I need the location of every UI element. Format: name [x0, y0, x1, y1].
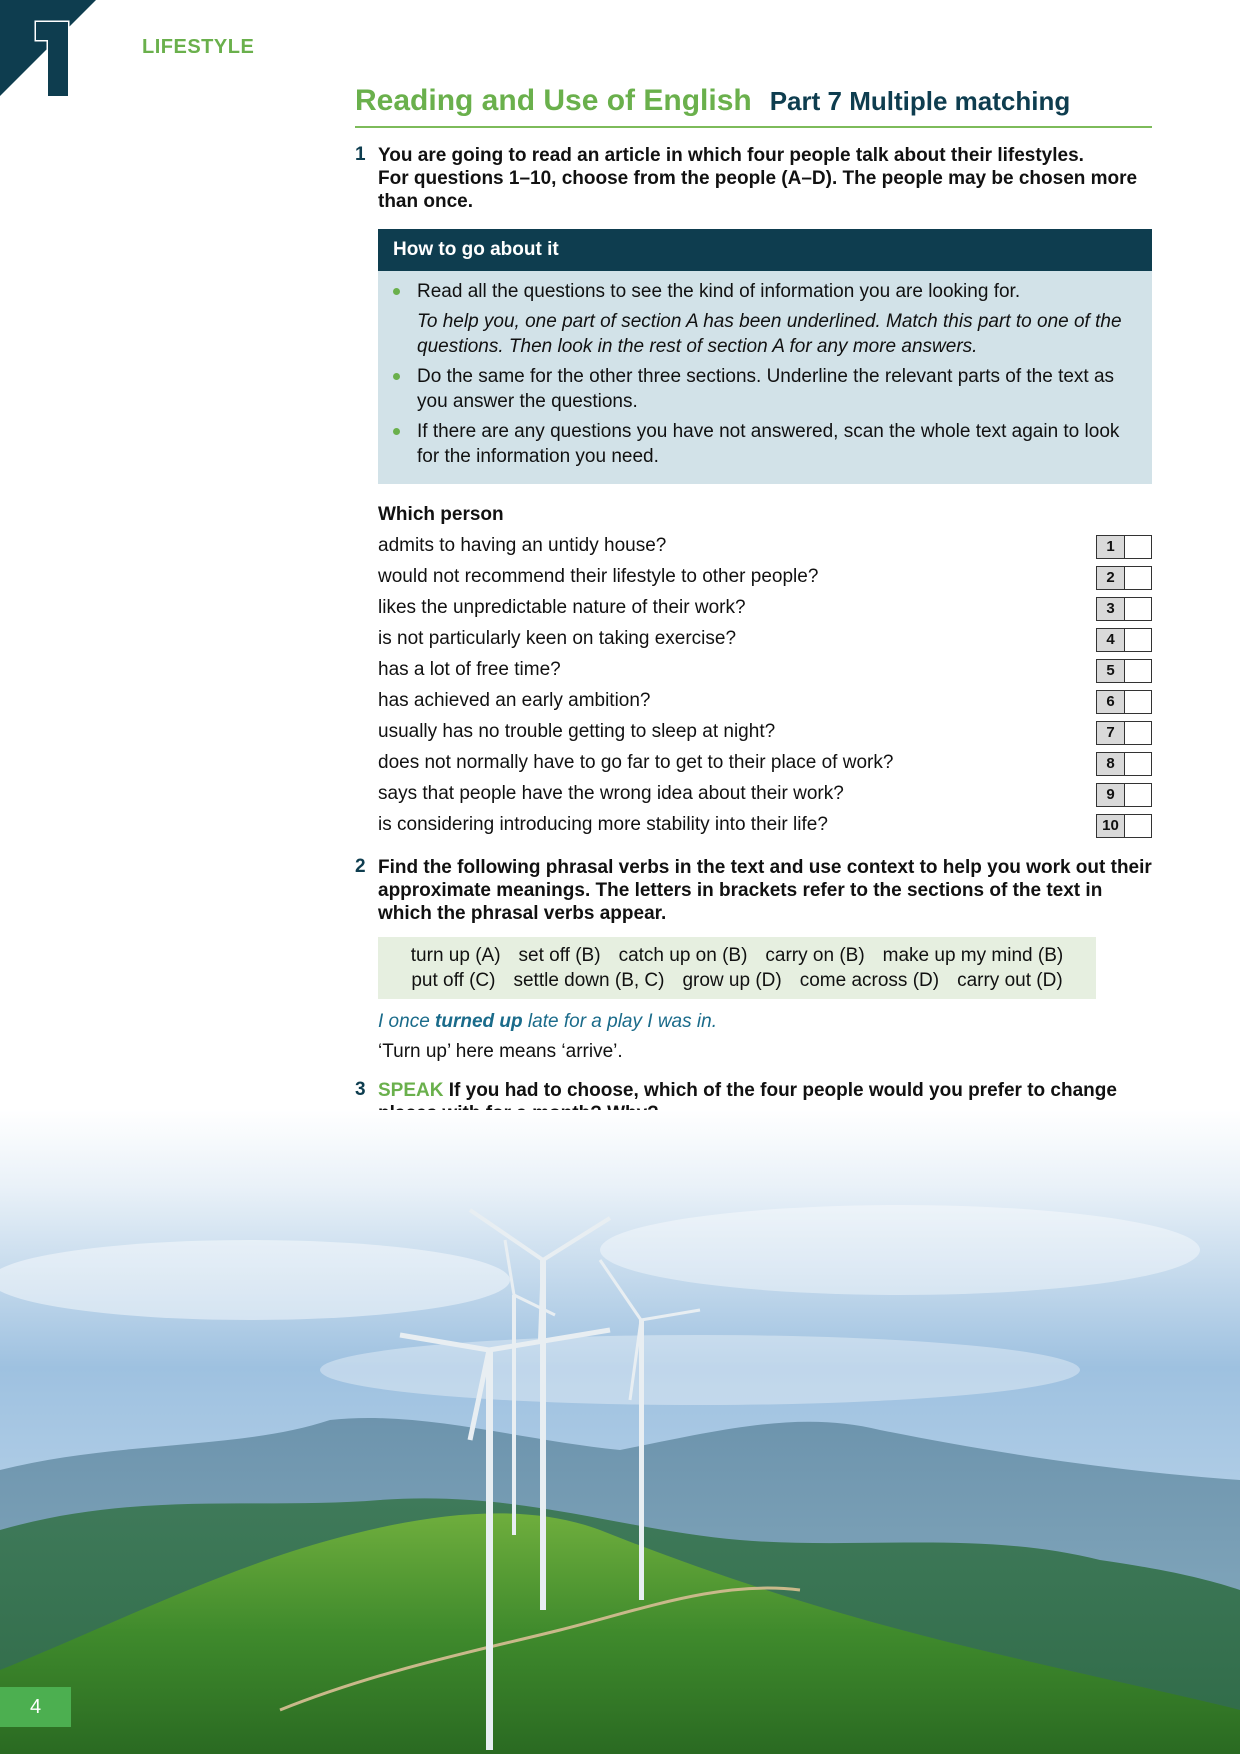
question-row: [378, 809, 1152, 840]
section-title: [355, 84, 1152, 128]
question-row: [378, 561, 1152, 592]
phrasal-verb: carry on (B): [765, 945, 865, 966]
question-text: admits to having an untidy house?: [378, 535, 667, 556]
question-row: [378, 685, 1152, 716]
answer-number: 5: [1097, 660, 1125, 682]
answer-blank[interactable]: [1125, 567, 1151, 589]
question-text: is not particularly keen on taking exercise?: [378, 628, 737, 649]
question-text: is considering introducing more stability into their life?: [378, 814, 828, 835]
phrasal-verb: catch up on (B): [618, 945, 748, 966]
task-2-text: Find the following phrasal verbs in the text and use context to help you work out their approximate meanings. The letters in brackets refer to the sections of the text in which the phrasal verbs appear.: [378, 857, 1152, 924]
how-to-note: To help you, one part of section A has been underlined. Match this part to one of the questions. Then look in the rest of section A for any more answers.: [417, 311, 1122, 357]
task-number: 1: [355, 144, 366, 165]
bullet-icon: [393, 288, 400, 295]
task-3-text: SPEAK If you had to choose, which of the four people would you prefer to change: [378, 1080, 1117, 1101]
question-row: [378, 530, 1152, 561]
answer-number: 1: [1097, 536, 1125, 558]
bullet-icon: [393, 428, 400, 435]
how-to-heading: How to go about it: [378, 229, 1152, 271]
how-to-item: [417, 364, 1132, 414]
phrasal-verb: carry out (D): [957, 970, 1063, 991]
answer-blank[interactable]: [1125, 660, 1151, 682]
question-list: [378, 530, 1152, 840]
main-content: [355, 84, 1152, 1125]
question-text: likes the unpredictable nature of their work?: [378, 597, 746, 618]
answer-box[interactable]: [1096, 814, 1152, 838]
questions-heading: Which person: [378, 504, 504, 525]
example-meaning: ‘Turn up’ here means ‘arrive’.: [378, 1041, 623, 1062]
how-to-item-text: If there are any questions you have not answered, scan the whole text again to look for the information you need.: [417, 421, 1120, 467]
task-1-line-1: You are going to read an article in which four people talk about their lifestyles.: [378, 145, 1084, 166]
answer-number: 7: [1097, 722, 1125, 744]
answer-box[interactable]: [1096, 752, 1152, 776]
phrasal-verb: put off (C): [411, 970, 496, 991]
question-row: [378, 623, 1152, 654]
answer-blank[interactable]: [1125, 691, 1151, 713]
task-number: 3: [355, 1079, 366, 1100]
phrasal-verb: grow up (D): [682, 970, 782, 991]
phrasal-verb: settle down (B, C): [513, 970, 665, 991]
question-text: would not recommend their lifestyle to other people?: [378, 566, 819, 587]
answer-blank[interactable]: [1125, 722, 1151, 744]
answer-blank[interactable]: [1125, 629, 1151, 651]
page-number: 4: [0, 1687, 71, 1727]
phrasal-verb: set off (B): [518, 945, 601, 966]
phrasal-verbs-row: [378, 943, 1096, 968]
answer-number: 6: [1097, 691, 1125, 713]
answer-box[interactable]: [1096, 597, 1152, 621]
task-1: [355, 144, 1152, 484]
answer-blank[interactable]: [1125, 784, 1151, 806]
question-row: [378, 747, 1152, 778]
question-text: usually has no trouble getting to sleep at night?: [378, 721, 776, 742]
example-sentence: I once turned up late for a play I was in.: [378, 1011, 717, 1032]
answer-number: 8: [1097, 753, 1125, 775]
unit-label: LIFESTYLE: [142, 36, 255, 58]
task-2: [355, 856, 1152, 1063]
answer-box[interactable]: [1096, 535, 1152, 559]
phrasal-verbs-box: [378, 937, 1096, 999]
phrasal-verb: come across (D): [799, 970, 940, 991]
answer-number: 3: [1097, 598, 1125, 620]
answer-blank[interactable]: [1125, 536, 1151, 558]
phrasal-verb: turn up (A): [410, 945, 501, 966]
how-to-item-text: Read all the questions to see the kind of information you are looking for.: [417, 281, 1021, 302]
how-to-item-text: Do the same for the other three sections. Underline the relevant parts of the text as you answer the questions.: [417, 366, 1115, 412]
answer-box[interactable]: [1096, 783, 1152, 807]
answer-box[interactable]: [1096, 659, 1152, 683]
question-text: says that people have the wrong idea about their work?: [378, 783, 844, 804]
example-highlight: turned up: [435, 1011, 523, 1032]
speak-label: SPEAK: [378, 1080, 444, 1101]
answer-blank[interactable]: [1125, 753, 1151, 775]
question-row: [378, 654, 1152, 685]
question-text: has a lot of free time?: [378, 659, 561, 680]
answer-box[interactable]: [1096, 566, 1152, 590]
question-text: has achieved an early ambition?: [378, 690, 651, 711]
answer-number: 10: [1097, 815, 1125, 837]
answer-box[interactable]: [1096, 721, 1152, 745]
how-to-box: [378, 229, 1152, 484]
question-row: [378, 778, 1152, 809]
answer-box[interactable]: [1096, 628, 1152, 652]
title-main: Reading and Use of English: [355, 84, 752, 117]
bullet-icon: [393, 373, 400, 380]
answer-number: 4: [1097, 629, 1125, 651]
answer-blank[interactable]: [1125, 598, 1151, 620]
answer-number: 2: [1097, 567, 1125, 589]
title-sub: Part 7 Multiple matching: [769, 86, 1071, 116]
unit-number-logo: [0, 0, 96, 96]
phrasal-verb: make up my mind (B): [882, 945, 1064, 966]
question-row: [378, 592, 1152, 623]
question-row: [378, 716, 1152, 747]
answer-blank[interactable]: [1125, 815, 1151, 837]
how-to-item: [417, 279, 1132, 304]
wind-turbine-landscape-image: [0, 1110, 1240, 1754]
task-number: 2: [355, 856, 366, 877]
phrasal-verbs-row: [378, 968, 1096, 993]
question-text: does not normally have to go far to get to their place of work?: [378, 752, 894, 773]
task-1-line-2: For questions 1–10, choose from the people (A–D). The people may be chosen more than once.: [378, 168, 1138, 212]
how-to-item: [417, 419, 1132, 469]
answer-box[interactable]: [1096, 690, 1152, 714]
answer-number: 9: [1097, 784, 1125, 806]
